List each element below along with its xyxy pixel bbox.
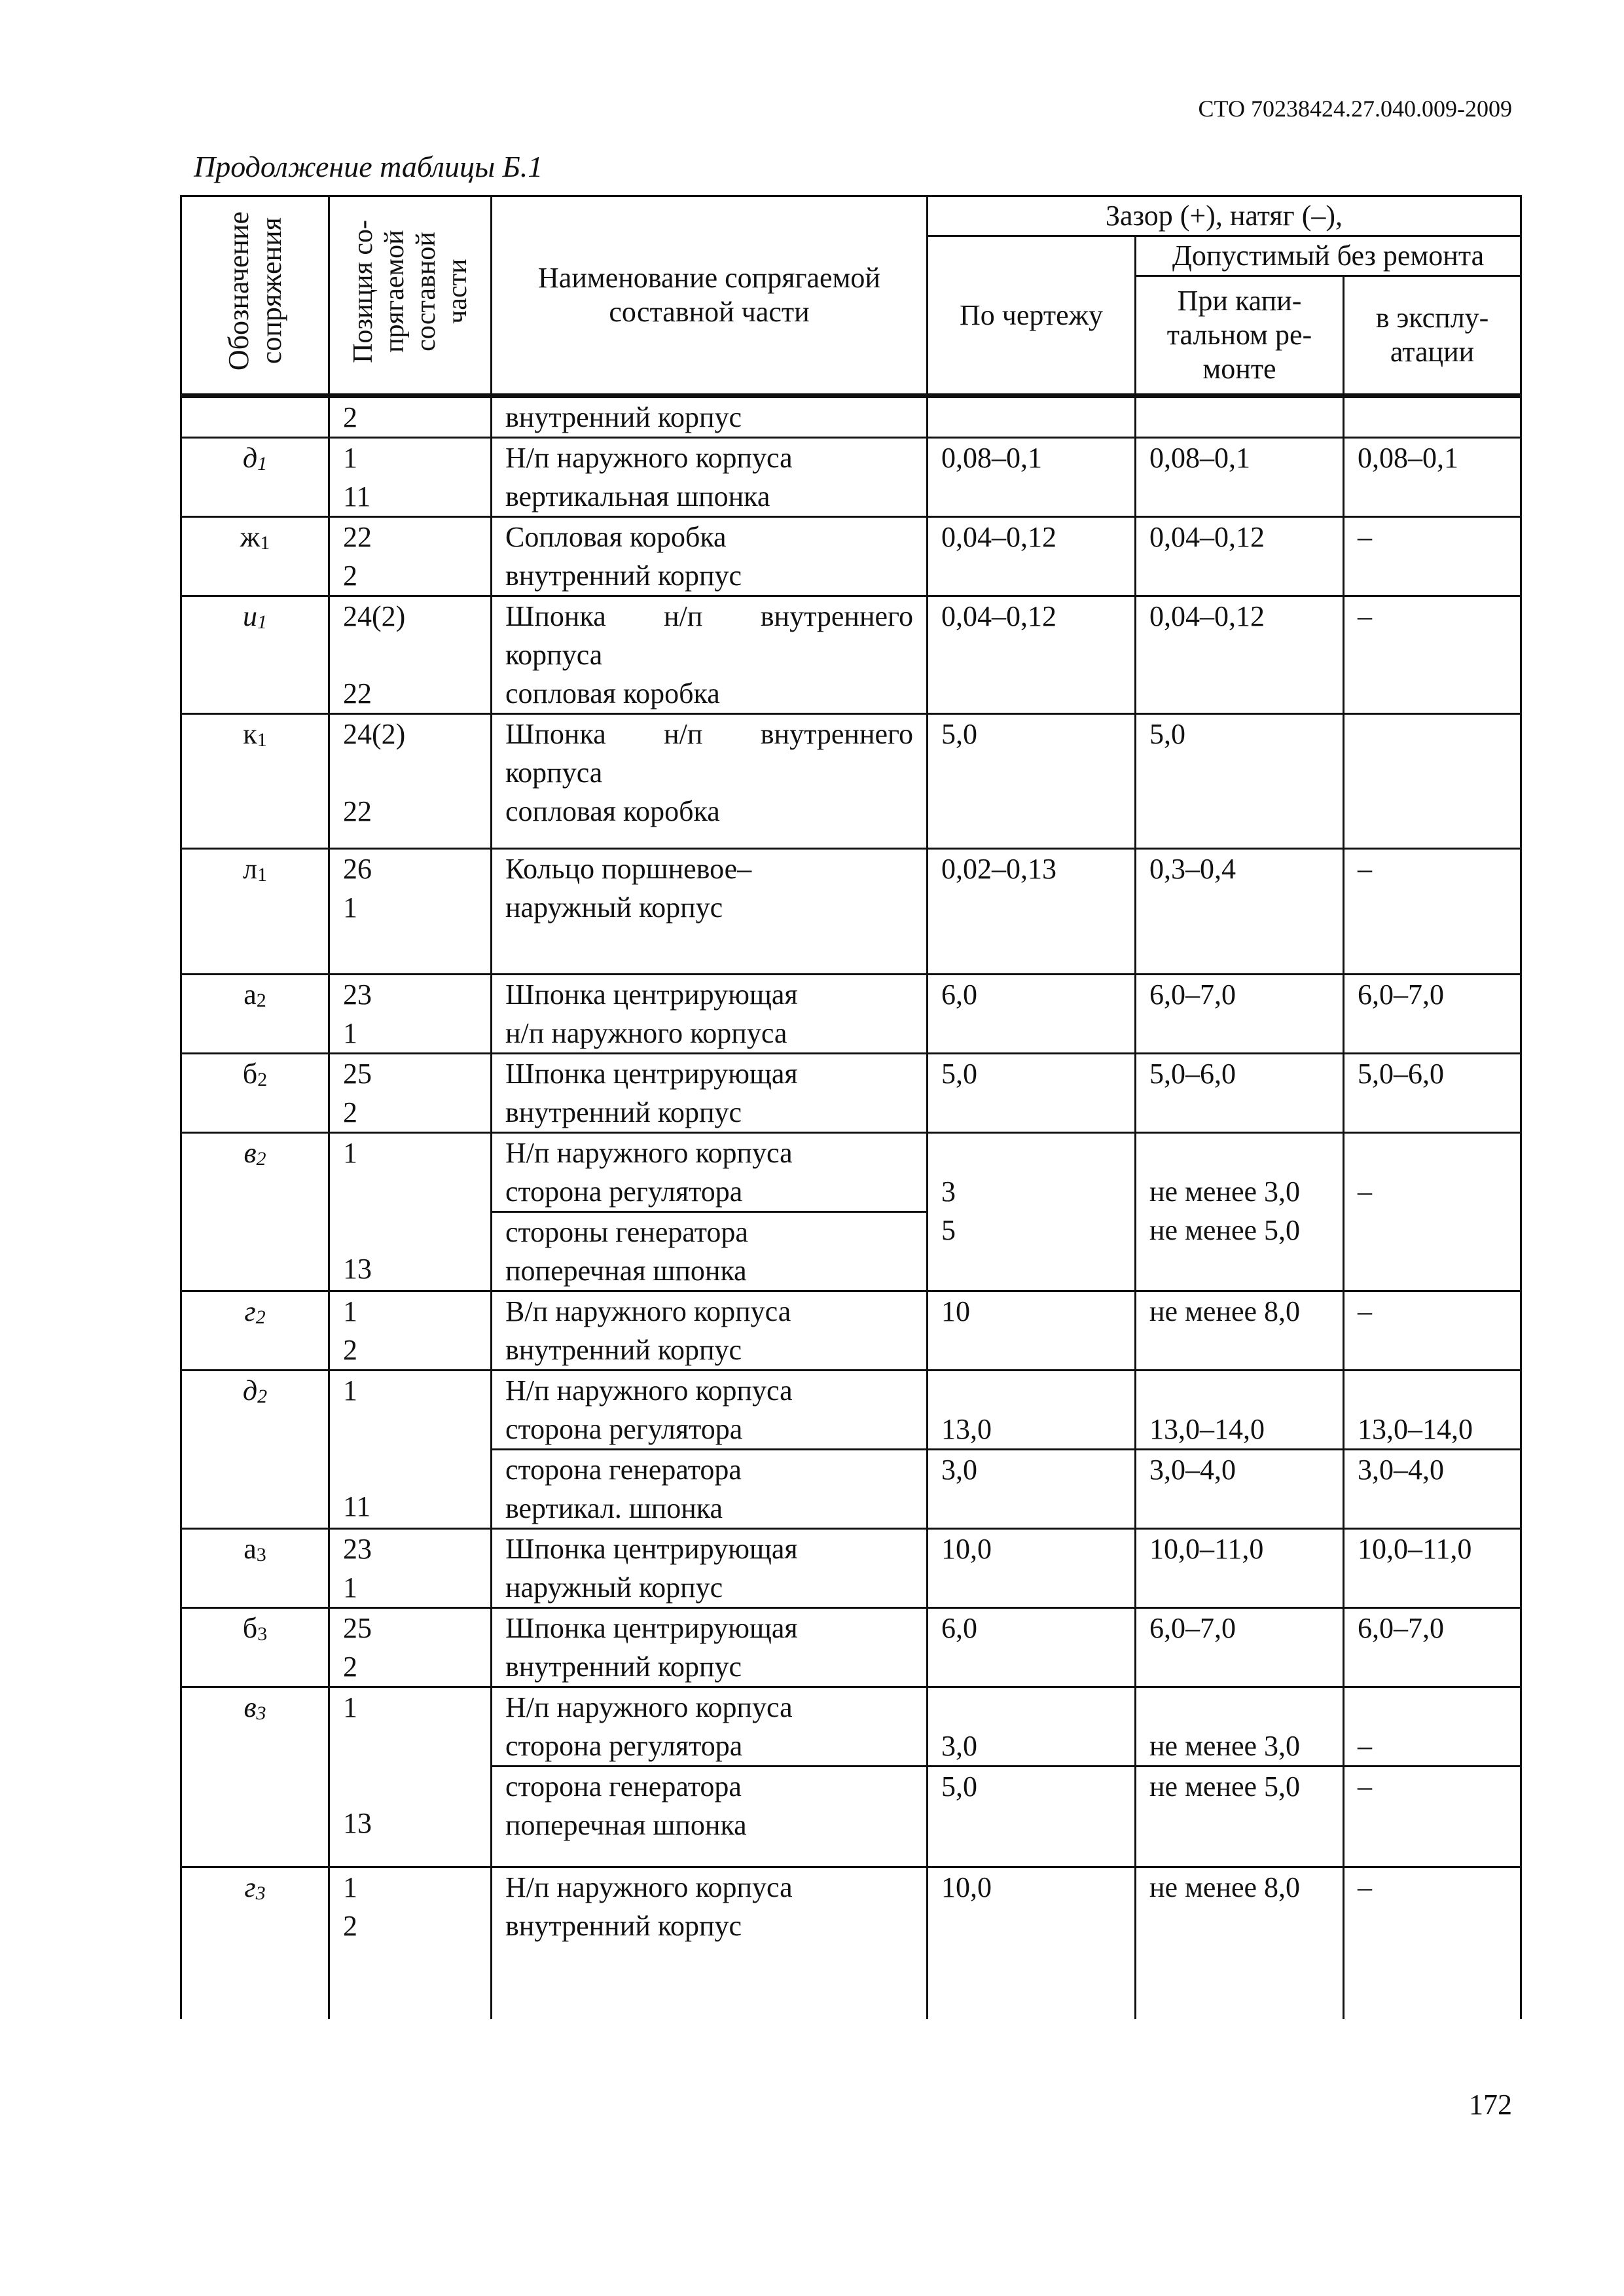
table-row: $ж_1$ 22 2 Сопловая коробка внутренний корпус 0,04–0,12 0,04–0,12 – [181, 517, 1521, 596]
table-row: $в_3$ 1 13 Н/п наружного корпуса сторона регулятора сторона генератора поперечная шпонка 3,0 5,0 не менее 3,0 не менее 5,0 – – [181, 1687, 1521, 1867]
header-row-1 [181, 196, 1521, 236]
table-row: $и_1$ 24(2) 22 Шпонка н/п внутреннего корпуса сопловая коробка 0,04–0,12 0,04–0,12 – [181, 596, 1521, 714]
header-in-operation: в эксплу- атации [1344, 276, 1521, 396]
header-by-drawing: По чертежу [928, 236, 1136, 396]
designation-cell: $д_2$ [181, 1371, 329, 1529]
designation-cell: $ж_1$ [181, 517, 329, 596]
table-row: $б_2$ 25 2 Шпонка центрирующая внутренний корпус 5,0 5,0–6,0 5,0–6,0 [181, 1054, 1521, 1133]
document-code: СТО 70238424.27.040.009-2009 [1198, 96, 1512, 122]
designation-cell: $д_1$ [181, 438, 329, 517]
mating-parts-table [180, 195, 1522, 2019]
page-number: 172 [1469, 2089, 1512, 2121]
designation-cell: $в_3$ [181, 1687, 329, 1867]
table-row: $г_2$ 1 2 В/п наружного корпуса внутренний корпус 10 не менее 8,0 – [181, 1291, 1521, 1371]
header-allowed-without-repair: Допустимый без ремонта [1136, 236, 1521, 276]
designation-cell: $г_3$ [181, 1867, 329, 2019]
header-part-name: Наименование сопрягаемой составной части [492, 196, 928, 396]
designation-cell: $л_1$ [181, 849, 329, 975]
table-row: $к_1$ 24(2) 22 Шпонка н/п внутреннего корпуса сопловая коробка 5,0 5,0 [181, 714, 1521, 849]
table-row: $л_1$ 26 1 Кольцо поршневое– наружный корпус 0,02–0,13 0,3–0,4 – [181, 849, 1521, 975]
designation-cell: $и_1$ [181, 596, 329, 714]
designation-cell: $в_2$ [181, 1133, 329, 1291]
table-row: $г_3$ 1 2 Н/п наружного корпуса внутренний корпус 10,0 не менее 8,0 – [181, 1867, 1521, 2019]
table-row: $в_2$ 1 13 Н/п наружного корпуса сторона регулятора стороны генератора поперечная шпонка 3 5 не менее 3,0 не менее 5,0 – [181, 1133, 1521, 1291]
designation-cell: $к_1$ [181, 714, 329, 849]
header-gap: Зазор (+), натяг (–), [928, 196, 1521, 236]
designation-cell: $а_3$ [181, 1529, 329, 1608]
table-row: $а_3$ 23 1 Шпонка центрирующая наружный корпус 10,0 10,0–11,0 10,0–11,0 [181, 1529, 1521, 1608]
designation-cell: $б_3$ [181, 1608, 329, 1687]
table-row: $а_2$ 23 1 Шпонка центрирующая н/п наружного корпуса 6,0 6,0–7,0 6,0–7,0 [181, 975, 1521, 1054]
header-position: Позиция со- прягаемой составной части [329, 196, 492, 396]
table-row: $д_1$ 1 11 Н/п наружного корпуса вертикальная шпонка 0,08–0,1 0,08–0,1 0,08–0,1 [181, 438, 1521, 517]
table-row: 2 внутренний корпус [181, 396, 1521, 438]
table-caption: Продолжение таблицы Б.1 [194, 150, 543, 183]
header-designation: Обозначение сопряжения [181, 196, 329, 396]
designation-cell: $б_2$ [181, 1054, 329, 1133]
table-row: $д_2$ 1 11 Н/п наружного корпуса сторона регулятора сторона генератора вертикал. шпонка 13,0 3,0 13,0–14,0 3,0–4,0 13,0–14,0 3,0–4,0 [181, 1371, 1521, 1529]
designation-cell: $а_2$ [181, 975, 329, 1054]
designation-cell: $г_2$ [181, 1291, 329, 1371]
header-capital-repair: При капи- тальном ре- монте [1136, 276, 1344, 396]
table-row: $б_3$ 25 2 Шпонка центрирующая внутренний корпус 6,0 6,0–7,0 6,0–7,0 [181, 1608, 1521, 1687]
